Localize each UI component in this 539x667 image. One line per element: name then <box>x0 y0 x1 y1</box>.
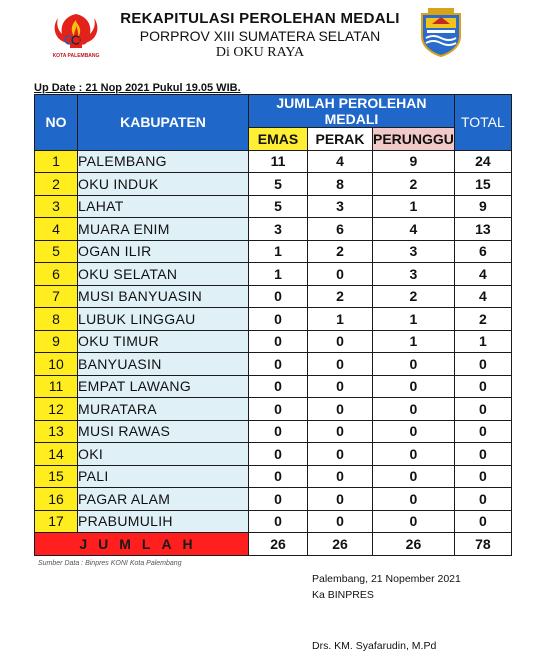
row-emas: 11 <box>249 150 308 173</box>
row-number: 16 <box>35 488 78 511</box>
row-emas: 0 <box>249 443 308 466</box>
medal-table <box>34 94 512 556</box>
row-kabupaten-name: LUBUK LINGGAU <box>78 308 249 331</box>
row-kabupaten-name: EMPAT LAWANG <box>78 375 249 398</box>
row-kabupaten-name: OGAN ILIR <box>78 240 249 263</box>
document-location: Di OKU RAYA <box>215 45 305 60</box>
row-perunggu: 0 <box>373 465 455 488</box>
row-number: 13 <box>35 420 78 443</box>
row-perak: 0 <box>308 263 373 286</box>
row-number: 11 <box>35 375 78 398</box>
table-row <box>35 443 512 466</box>
row-kabupaten-name: OKU SELATAN <box>78 263 249 286</box>
signature-place-date: Palembang, 21 Nopember 2021 <box>312 573 461 585</box>
row-perunggu: 2 <box>373 173 455 196</box>
row-total: 24 <box>454 150 511 173</box>
row-emas: 0 <box>249 375 308 398</box>
row-perunggu: 0 <box>373 510 455 533</box>
col-emas-header: EMAS <box>249 128 308 151</box>
row-emas: 0 <box>249 420 308 443</box>
row-total: 0 <box>454 375 511 398</box>
col-medal-group-header: JUMLAH PEROLEHAN MEDALI <box>249 95 455 128</box>
medal-table-body <box>35 150 512 533</box>
table-row <box>35 150 512 173</box>
row-perunggu: 0 <box>373 353 455 376</box>
row-perunggu: 1 <box>373 195 455 218</box>
row-perunggu: 0 <box>373 443 455 466</box>
row-perak: 6 <box>308 218 373 241</box>
signature-role: Ka BINPRES <box>312 589 374 601</box>
row-total: 0 <box>454 398 511 421</box>
row-emas: 0 <box>249 308 308 331</box>
row-perunggu: 4 <box>373 218 455 241</box>
row-perak: 0 <box>308 443 373 466</box>
row-total: 0 <box>454 420 511 443</box>
sum-perak: 26 <box>308 533 373 556</box>
row-kabupaten-name: MUSI RAWAS <box>78 420 249 443</box>
row-perak: 2 <box>308 240 373 263</box>
table-row <box>35 398 512 421</box>
row-perunggu: 1 <box>373 308 455 331</box>
table-row <box>35 285 512 308</box>
row-perak: 0 <box>308 353 373 376</box>
row-perunggu: 1 <box>373 330 455 353</box>
table-footer-row <box>35 533 512 556</box>
row-total: 9 <box>454 195 511 218</box>
row-total: 0 <box>454 353 511 376</box>
row-perunggu: 2 <box>373 285 455 308</box>
table-row <box>35 308 512 331</box>
row-emas: 0 <box>249 510 308 533</box>
table-row <box>35 465 512 488</box>
row-kabupaten-name: LAHAT <box>78 195 249 218</box>
row-number: 14 <box>35 443 78 466</box>
row-number: 5 <box>35 240 78 263</box>
row-kabupaten-name: OKU INDUK <box>78 173 249 196</box>
row-number: 17 <box>35 510 78 533</box>
row-total: 0 <box>454 443 511 466</box>
row-perak: 3 <box>308 195 373 218</box>
row-number: 15 <box>35 465 78 488</box>
col-kabupaten-header: KABUPATEN <box>78 95 249 151</box>
sum-perunggu: 26 <box>373 533 455 556</box>
sum-emas: 26 <box>249 533 308 556</box>
row-number: 4 <box>35 218 78 241</box>
row-emas: 0 <box>249 330 308 353</box>
row-total: 4 <box>454 285 511 308</box>
row-kabupaten-name: OKI <box>78 443 249 466</box>
row-total: 0 <box>454 488 511 511</box>
row-perunggu: 3 <box>373 240 455 263</box>
row-perak: 4 <box>308 150 373 173</box>
sumsel-province-logo-icon <box>418 6 464 58</box>
row-total: 15 <box>454 173 511 196</box>
row-perak: 0 <box>308 398 373 421</box>
table-row <box>35 240 512 263</box>
row-emas: 5 <box>249 195 308 218</box>
table-row <box>35 488 512 511</box>
koni-palembang-logo-icon <box>48 10 104 60</box>
row-number: 6 <box>35 263 78 286</box>
row-number: 8 <box>35 308 78 331</box>
jumlah-label: JUMLAH <box>35 533 249 556</box>
row-kabupaten-name: PAGAR ALAM <box>78 488 249 511</box>
row-perak: 1 <box>308 308 373 331</box>
row-total: 0 <box>454 510 511 533</box>
row-emas: 5 <box>249 173 308 196</box>
document-header <box>0 0 539 80</box>
row-perak: 0 <box>308 488 373 511</box>
row-number: 1 <box>35 150 78 173</box>
row-emas: 1 <box>249 240 308 263</box>
row-total: 4 <box>454 263 511 286</box>
col-total-header: TOTAL <box>454 95 511 151</box>
row-kabupaten-name: MUSI BANYUASIN <box>78 285 249 308</box>
row-perak: 0 <box>308 420 373 443</box>
row-kabupaten-name: PRABUMULIH <box>78 510 249 533</box>
row-perak: 0 <box>308 375 373 398</box>
row-perak: 0 <box>308 330 373 353</box>
table-row <box>35 195 512 218</box>
update-timestamp: Up Date : 21 Nop 2021 Pukul 19.05 WIB. <box>34 82 241 94</box>
row-number: 2 <box>35 173 78 196</box>
row-number: 9 <box>35 330 78 353</box>
signature-name: Drs. KM. Syafarudin, M.Pd <box>312 640 437 652</box>
row-total: 1 <box>454 330 511 353</box>
row-number: 12 <box>35 398 78 421</box>
table-row <box>35 330 512 353</box>
row-total: 2 <box>454 308 511 331</box>
col-perunggu-header: PERUNGGU <box>373 128 455 151</box>
row-emas: 0 <box>249 353 308 376</box>
row-emas: 0 <box>249 465 308 488</box>
row-kabupaten-name: OKU TIMUR <box>78 330 249 353</box>
row-kabupaten-name: BANYUASIN <box>78 353 249 376</box>
row-emas: 0 <box>249 398 308 421</box>
sum-total: 78 <box>454 533 511 556</box>
row-perak: 2 <box>308 285 373 308</box>
row-perunggu: 0 <box>373 398 455 421</box>
table-row <box>35 420 512 443</box>
row-kabupaten-name: MURATARA <box>78 398 249 421</box>
col-no-header: NO <box>35 95 78 151</box>
row-perak: 0 <box>308 465 373 488</box>
row-total: 13 <box>454 218 511 241</box>
row-emas: 1 <box>249 263 308 286</box>
row-total: 6 <box>454 240 511 263</box>
row-kabupaten-name: PALEMBANG <box>78 150 249 173</box>
source-note: Sumber Data : Binpres KONI Kota Palembang <box>38 560 182 567</box>
left-logo-caption: KOTA PALEMBANG <box>52 53 100 59</box>
table-row <box>35 263 512 286</box>
row-perunggu: 9 <box>373 150 455 173</box>
row-emas: 0 <box>249 488 308 511</box>
table-row <box>35 353 512 376</box>
table-row <box>35 375 512 398</box>
document-title: REKAPITULASI PEROLEHAN MEDALI <box>120 10 400 27</box>
row-perak: 8 <box>308 173 373 196</box>
row-perunggu: 0 <box>373 375 455 398</box>
row-perunggu: 0 <box>373 488 455 511</box>
col-perak-header: PERAK <box>308 128 373 151</box>
row-perak: 0 <box>308 510 373 533</box>
row-kabupaten-name: PALI <box>78 465 249 488</box>
document-subtitle: PORPROV XIII SUMATERA SELATAN <box>139 28 381 44</box>
row-number: 7 <box>35 285 78 308</box>
row-perunggu: 3 <box>373 263 455 286</box>
row-number: 3 <box>35 195 78 218</box>
row-emas: 3 <box>249 218 308 241</box>
table-row <box>35 510 512 533</box>
row-perunggu: 0 <box>373 420 455 443</box>
table-row <box>35 173 512 196</box>
row-kabupaten-name: MUARA ENIM <box>78 218 249 241</box>
row-total: 0 <box>454 465 511 488</box>
row-emas: 0 <box>249 285 308 308</box>
table-row <box>35 218 512 241</box>
row-number: 10 <box>35 353 78 376</box>
